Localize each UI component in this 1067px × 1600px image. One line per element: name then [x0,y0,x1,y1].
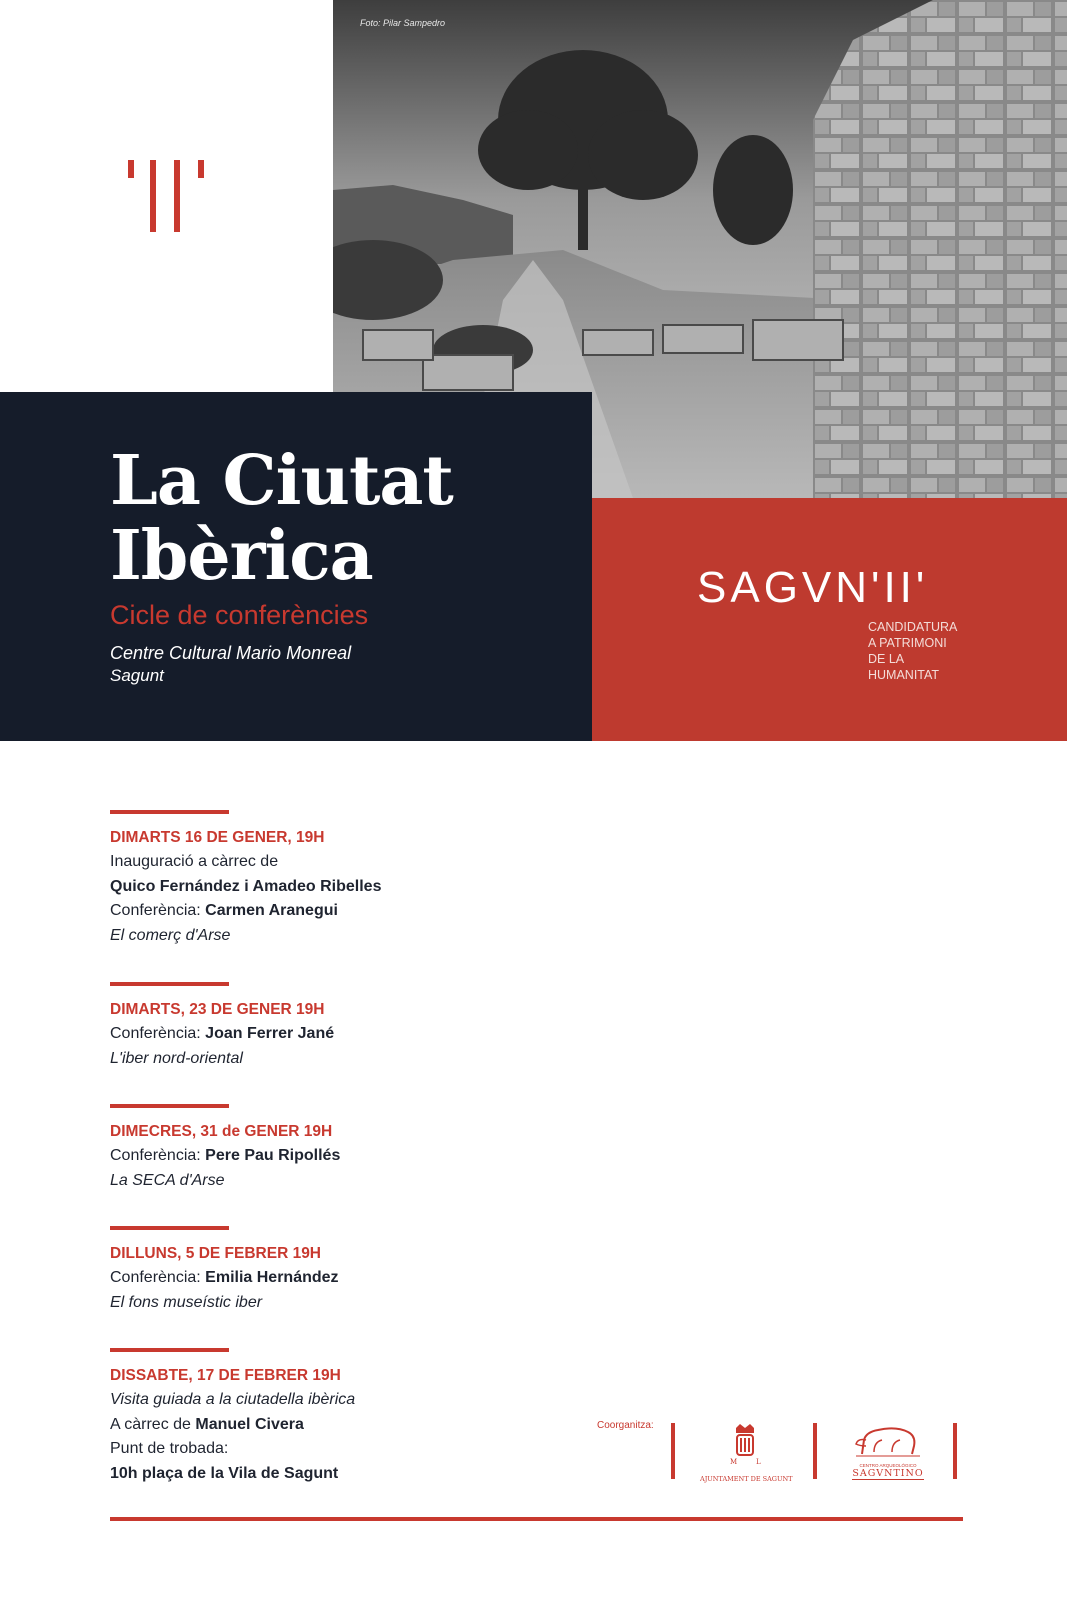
divider-bar [953,1423,957,1479]
candidacy-text [868,619,957,683]
photo-credit: Foto: Pilar Sampedro [360,18,446,28]
bull-icon [852,1424,924,1458]
event-rule [110,1348,229,1352]
title-line-1: La Ciutat [110,441,453,521]
event-heading: DIMARTS, 23 DE GENER 19H [110,1001,325,1018]
event-talk-title: El comerç d'Arse [110,926,231,944]
sagunt-mark-icon [128,160,204,232]
event-talk-title: La SECA d'Arse [110,1171,225,1189]
bottom-rule [110,1517,963,1521]
event-rule [110,1104,229,1108]
event-talk-title: L'iber nord-oriental [110,1049,243,1067]
candidacy-line: A PATRIMONI [868,636,947,650]
centre-name: SAGVNTINO [852,1468,924,1479]
svg-text:L: L [756,1458,761,1466]
event-intro: Inauguració a càrrec de [110,853,279,870]
event-heading: DISSABTE, 17 DE FEBRER 19H [110,1367,341,1384]
event-2 [110,982,334,1071]
brand-panel [592,498,1067,741]
event-5 [110,1348,355,1486]
event-rule [110,810,229,814]
ajuntament-name: AJUNTAMENT DE SAGUNT [700,1475,793,1483]
candidacy-line: CANDIDATURA [868,620,958,634]
event-heading: DILLUNS, 5 DE FEBRER 19H [110,1245,322,1262]
crown-shield-icon [700,1424,790,1468]
subtitle: Cicle de conferències [110,600,369,630]
event-meeting-label: Punt de trobada: [110,1440,229,1457]
centre-arqueologic-logo [852,1424,924,1482]
divider-bar [671,1423,675,1479]
centre-label-small: CENTRO ARQUEOLÓGICO [859,1463,917,1468]
ajuntament-logo [700,1424,793,1483]
event-guide: A càrrec de Manuel Civera [110,1415,304,1433]
event-meeting-point: 10h plaça de la Vila de Sagunt [110,1464,339,1482]
event-conference: Conferència: Joan Ferrer Jané [110,1025,335,1042]
brand-wordmark: SAGVN'II' [697,563,929,612]
event-4 [110,1226,339,1315]
event-heading: DIMECRES, 31 de GENER 19H [110,1123,333,1140]
event-speakers: Quico Fernández i Amadeo Ribelles [110,877,382,895]
event-rule [110,1226,229,1230]
event-conference: Conferència: Emilia Hernández [110,1269,339,1286]
candidacy-line: HUMANITAT [868,668,940,682]
event-conference: Conferència: Carmen Aranegui [110,902,338,919]
venue-city: Sagunt [110,666,164,685]
svg-text:M: M [730,1458,738,1466]
divider-bar [813,1423,817,1479]
venue-name: Centre Cultural Mario Monreal [110,643,352,663]
event-visit: Visita guiada a la ciutadella ibèrica [110,1391,356,1408]
event-1 [110,810,381,948]
title-line-2: Ibèrica [110,516,373,596]
event-rule [110,982,229,986]
candidacy-line: DE LA [868,652,905,666]
event-heading: DIMARTS 16 DE GENER, 19H [110,829,325,846]
coorganizers-label: Coorganitza: [597,1420,654,1431]
event-talk-title: El fons museístic iber [110,1293,263,1311]
event-3 [110,1104,340,1193]
event-conference: Conferència: Pere Pau Ripollés [110,1147,341,1164]
